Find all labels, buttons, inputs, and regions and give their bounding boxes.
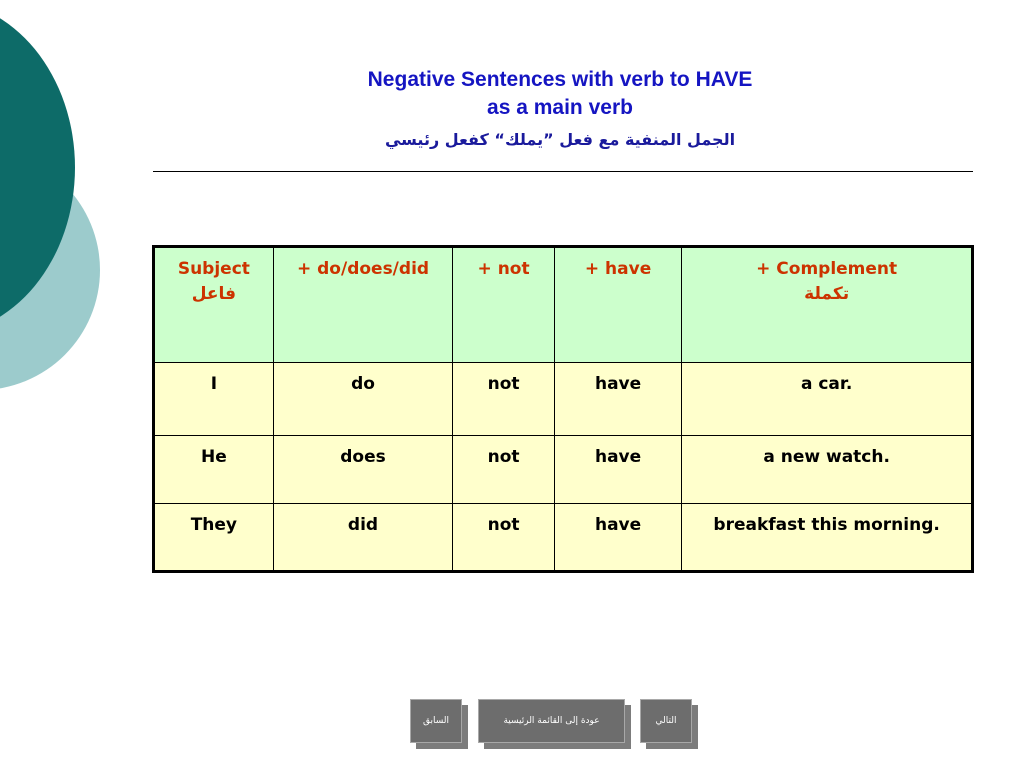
table-cell-auxiliary: do [273, 363, 453, 436]
table-header-row [154, 247, 973, 363]
slide-title-line1: Negative Sentences with verb to HAVE [367, 68, 753, 91]
table-row [154, 504, 973, 572]
header-auxiliary-en: + do/does/did [296, 259, 430, 279]
slide-title [300, 66, 820, 122]
header-cell-auxiliary [273, 247, 453, 363]
previous-button[interactable] [410, 699, 462, 743]
table-cell-not: not [453, 504, 555, 572]
header-subject-ar: فاعل [191, 284, 237, 304]
main-menu-button-label: عودة إلى القائمة الرئيسية [503, 716, 600, 726]
slide-title-line2: as a main verb [487, 96, 633, 119]
header-have-en: + have [584, 259, 652, 279]
header-cell-not [453, 247, 555, 363]
table-cell-complement: a new watch. [682, 436, 973, 504]
previous-button-label: السابق [422, 716, 450, 726]
table-row [154, 436, 973, 504]
next-button[interactable] [640, 699, 692, 743]
header-cell-subject [154, 247, 274, 363]
table-cell-complement: a car. [682, 363, 973, 436]
header-cell-have [554, 247, 681, 363]
grammar-table [152, 245, 974, 573]
header-not-en: + not [477, 259, 530, 279]
table-cell-have: have [554, 363, 681, 436]
table-cell-have: have [554, 436, 681, 504]
table-cell-complement: breakfast this morning. [682, 504, 973, 572]
table-cell-auxiliary: does [273, 436, 453, 504]
title-divider [153, 171, 973, 172]
header-cell-complement [682, 247, 973, 363]
table-cell-not: not [453, 436, 555, 504]
table-row [154, 363, 973, 436]
header-complement-en: + Complement [756, 259, 898, 279]
table-cell-not: not [453, 363, 555, 436]
main-menu-button[interactable] [478, 699, 625, 743]
table-cell-have: have [554, 504, 681, 572]
next-button-label: التالي [655, 716, 677, 726]
slide-title-arabic: الجمل المنفية مع فعل ”يملك“ كفعل رئيسي [384, 130, 736, 149]
table-cell-auxiliary: did [273, 504, 453, 572]
header-subject-en: Subject [177, 259, 250, 279]
table-cell-subject: They [154, 504, 274, 572]
table-cell-subject: He [154, 436, 274, 504]
table-cell-subject: I [154, 363, 274, 436]
header-complement-ar: تكملة [804, 284, 850, 304]
